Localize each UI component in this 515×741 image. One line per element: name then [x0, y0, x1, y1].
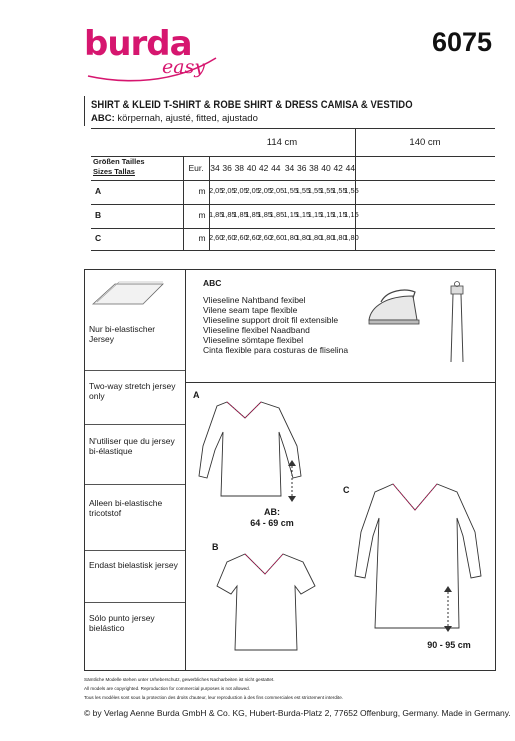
yardage-cell: 2,05 [209, 186, 224, 195]
size-header-cell: 44 [271, 163, 281, 173]
yardage-cell: 1,15 [344, 210, 359, 219]
size-header-cell: 40 [246, 163, 257, 173]
yardage-cell: 1,55 [320, 186, 335, 195]
size-header-cell: 36 [296, 163, 307, 173]
yardage-cell: 1,85 [221, 210, 236, 219]
size-header-cell: 42 [258, 163, 269, 173]
view-label-c: C [343, 485, 350, 495]
fabric-swatch-icon [91, 278, 165, 308]
size-header-cell: 40 [321, 163, 331, 173]
notion-line-nl: Vlieseline flexibel Naadband [203, 325, 310, 335]
yardage-row-unit: m [198, 233, 206, 243]
yardage-cell: 1,85 [245, 210, 260, 219]
yardage-cell: 2,05 [245, 186, 260, 195]
yardage-cell: 2,60 [233, 233, 248, 242]
view-a-length-arrow-icon [285, 458, 299, 504]
notion-line-de: Vlieseline Nahtband fexibel [203, 295, 306, 305]
view-label-b: B [212, 542, 219, 552]
size-header-cell: 34 [210, 163, 220, 173]
pattern-number: 6075 [432, 27, 493, 57]
fit-prefix: ABC: [91, 113, 115, 124]
yardage-cell: 1,85 [209, 210, 224, 219]
fabric-note-nl: Alleen bi-elastische tricotstof [89, 498, 163, 518]
yardage-cell: 2,05 [269, 186, 285, 195]
notion-line-fr: Vlieseline support droit fil extensible [203, 315, 339, 325]
brand-sub: easy [162, 56, 206, 78]
notions-heading: ABC [203, 278, 222, 288]
view-a-measure-label: AB: [264, 507, 280, 517]
fit-text: körpernah, ajusté, fitted, ajustado [114, 113, 258, 124]
size-header-cell: 42 [333, 163, 343, 173]
fabric-note-de: Nur bi-elastischer Jersey [89, 324, 156, 344]
title-rule [84, 96, 85, 126]
footer-copyright-de: Sämtliche Modelle stehen unter Urheberschutz, gewerbliches Nacharbeiten ist nicht gestattet. [84, 677, 275, 682]
view-a-measure-value: 64 - 69 cm [250, 518, 294, 528]
size-header-cell: 38 [234, 163, 245, 173]
fit-description [91, 113, 258, 124]
yardage-cell: 2,05 [233, 186, 248, 195]
yardage-row-view-label: C [95, 233, 102, 243]
eur-label: Eur. [188, 163, 204, 173]
yardage-row-view-label: B [95, 210, 102, 220]
view-c-length-arrow-icon [441, 584, 455, 634]
fabric-note-es: Sólo punto jersey bielástico [89, 613, 155, 633]
view-b-tee-illustration [211, 546, 321, 656]
notion-line-en: Vilene seam tape flexible [203, 305, 298, 315]
panel-divider-vertical [185, 270, 186, 670]
burda-easy-logo [84, 24, 224, 86]
yardage-cell: 1,55 [344, 186, 359, 195]
yardage-cell: 1,80 [344, 233, 359, 242]
yardage-cell: 2,60 [209, 233, 224, 242]
yardage-cell: 1,80 [295, 233, 311, 242]
pattern-title: SHIRT & KLEID T-SHIRT & ROBE SHIRT & DRESS CAMISA & VESTIDO [91, 99, 413, 111]
yardage-cell: 1,15 [320, 210, 335, 219]
footer-copyright-en: All models are copyrighted. Reproduction for commercial purposes is not allowed. [84, 686, 250, 691]
yardage-cell: 1,15 [307, 210, 323, 219]
footer-copyright-fr: Tous les modèles sont sous la protection des droits d'auteur, leur reproduction à des fins commerciales est strictement interdite. [84, 695, 344, 700]
yardage-cell: 2,05 [221, 186, 236, 195]
fabric-width-140: 140 cm [409, 137, 441, 148]
yardage-cell: 1,80 [332, 233, 347, 242]
yardage-cell: 2,60 [245, 233, 260, 242]
yardage-cell: 1,15 [283, 210, 298, 219]
yardage-cell: 1,15 [295, 210, 311, 219]
yardage-row-unit: m [198, 186, 206, 196]
size-header-cell: 36 [222, 163, 232, 173]
iron-icon [365, 284, 423, 328]
view-c-measure-value: 90 - 95 cm [427, 640, 471, 650]
yardage-cell: 1,15 [332, 210, 347, 219]
fabric-note-en: Two-way stretch jersey only [89, 381, 176, 401]
view-c-dress-illustration [353, 476, 483, 634]
fabric-width-114: 114 cm [266, 137, 298, 148]
yardage-cell: 2,05 [257, 186, 273, 195]
pins-icon [441, 278, 473, 368]
pattern-info-panel [84, 269, 496, 671]
yardage-cell: 1,55 [307, 186, 323, 195]
yardage-cell: 1,80 [320, 233, 335, 242]
yardage-cell: 1,85 [269, 210, 285, 219]
yardage-cell: 1,55 [283, 186, 298, 195]
yardage-cell: 2,60 [257, 233, 273, 242]
notion-line-es: Cinta flexible para costuras de fliselina [203, 345, 349, 355]
sizes-label-2: Sizes Tallas [93, 167, 135, 176]
yardage-cell: 1,85 [233, 210, 248, 219]
yardage-cell: 1,80 [283, 233, 298, 242]
yardage-row-unit: m [198, 210, 206, 220]
yardage-cell: 2,60 [221, 233, 236, 242]
yardage-cell: 2,60 [269, 233, 285, 242]
size-header-cell: 44 [345, 163, 356, 173]
yardage-cell: 1,55 [332, 186, 347, 195]
publisher-copyright: © by Verlag Aenne Burda GmbH & Co. KG, Hubert-Burda-Platz 2, 77652 Offenburg, Germany. Made in Germany. [84, 708, 511, 718]
yardage-cell: 1,55 [295, 186, 311, 195]
fabric-note-sv: Endast bielastisk jersey [89, 560, 178, 570]
fabric-note-fr: N'utiliser que du jersey bi-élastique [89, 436, 175, 456]
brand-name: burda [84, 24, 192, 64]
yardage-row-view-label: A [95, 186, 102, 196]
view-label-a: A [193, 390, 200, 400]
sizes-label-1: Größen Tailles [93, 157, 145, 166]
panel-divider-horizontal [185, 382, 496, 383]
yardage-cell: 1,85 [257, 210, 273, 219]
size-header-cell: 38 [309, 163, 319, 173]
size-header-cell: 34 [284, 163, 295, 173]
notion-line-sv: Vlieseline sömtape flexibel [203, 335, 304, 345]
yardage-cell: 1,80 [307, 233, 323, 242]
